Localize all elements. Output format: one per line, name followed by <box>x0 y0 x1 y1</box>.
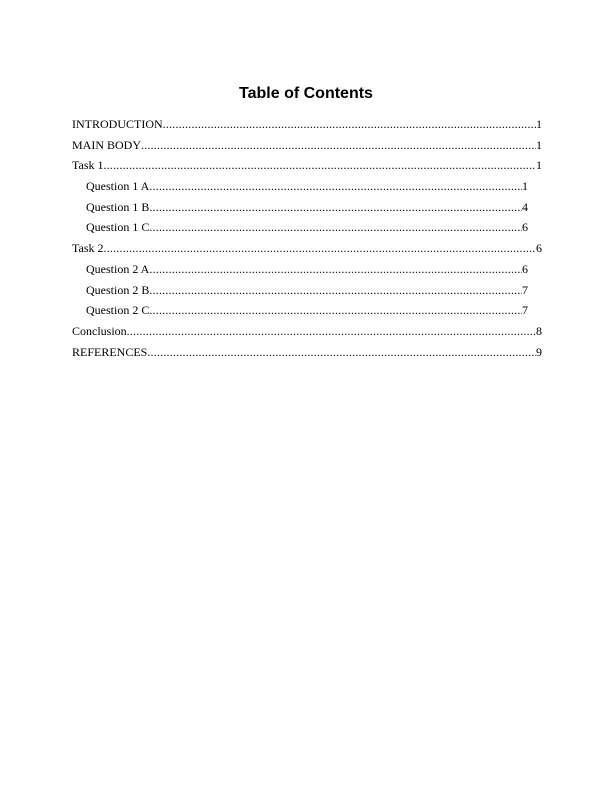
toc-entry-label: Question 1 C <box>86 220 150 235</box>
toc-entry-question-2a[interactable] <box>72 262 528 283</box>
toc-entry-task-2[interactable] <box>72 241 542 262</box>
toc-entry-label: Question 2 B <box>86 282 150 297</box>
toc-dot-leader <box>149 220 522 234</box>
toc-entry-conclusion[interactable] <box>72 324 542 345</box>
toc-dot-leader <box>104 158 537 172</box>
toc-entry-label: INTRODUCTION <box>72 117 163 131</box>
toc-dot-leader <box>127 324 536 338</box>
toc-entry-label: Question 1 B <box>86 199 150 214</box>
toc-entry-task-1[interactable] <box>72 158 542 179</box>
toc-entry-introduction[interactable] <box>72 117 542 138</box>
toc-entry-label: Conclusion <box>72 323 127 338</box>
toc-page-number: 6 <box>522 261 528 276</box>
toc-page-number: 7 <box>522 282 528 297</box>
toc-entry-question-2b[interactable] <box>72 283 528 304</box>
toc-entry-label: Task 1 <box>72 158 104 173</box>
toc-entry-question-1c[interactable] <box>72 220 528 241</box>
toc-entry-label: Question 1 A <box>86 179 150 194</box>
toc-entry-label: MAIN BODY <box>72 137 141 152</box>
toc-title: Table of Contents <box>239 85 373 102</box>
toc-entry-label: Task 2 <box>72 241 104 256</box>
toc-dot-leader <box>141 138 536 152</box>
toc-entry-label: Question 2 C <box>86 303 150 318</box>
toc-page-number: 1 <box>536 117 542 131</box>
toc-dot-leader <box>149 200 522 214</box>
toc-page-number: 6 <box>536 241 542 256</box>
toc-page-number: 1 <box>536 158 542 173</box>
toc-dot-leader <box>104 241 537 255</box>
toc-page-number: 1 <box>522 179 528 194</box>
toc-page-number: 1 <box>536 137 542 152</box>
toc-dot-leader <box>149 303 522 317</box>
toc-entry-question-1b[interactable] <box>72 200 528 221</box>
toc-dot-leader <box>149 179 522 193</box>
toc-entry-label: Question 2 A <box>86 261 150 276</box>
toc-entry-question-2c[interactable] <box>72 303 528 324</box>
toc-page-number: 7 <box>522 303 528 318</box>
toc-entry-question-1a[interactable] <box>72 179 528 200</box>
toc-list <box>72 117 542 365</box>
toc-page-number: 9 <box>536 344 542 359</box>
toc-dot-leader <box>147 345 536 359</box>
toc-dot-leader <box>149 283 522 297</box>
toc-dot-leader <box>163 117 536 131</box>
toc-page-number: 6 <box>522 220 528 235</box>
toc-dot-leader <box>149 262 522 276</box>
toc-entry-label: REFERENCES <box>72 344 148 359</box>
toc-entry-main-body[interactable] <box>72 138 542 159</box>
toc-entry-references[interactable] <box>72 345 542 366</box>
toc-page-number: 4 <box>522 199 528 214</box>
toc-page-number: 8 <box>536 323 542 338</box>
